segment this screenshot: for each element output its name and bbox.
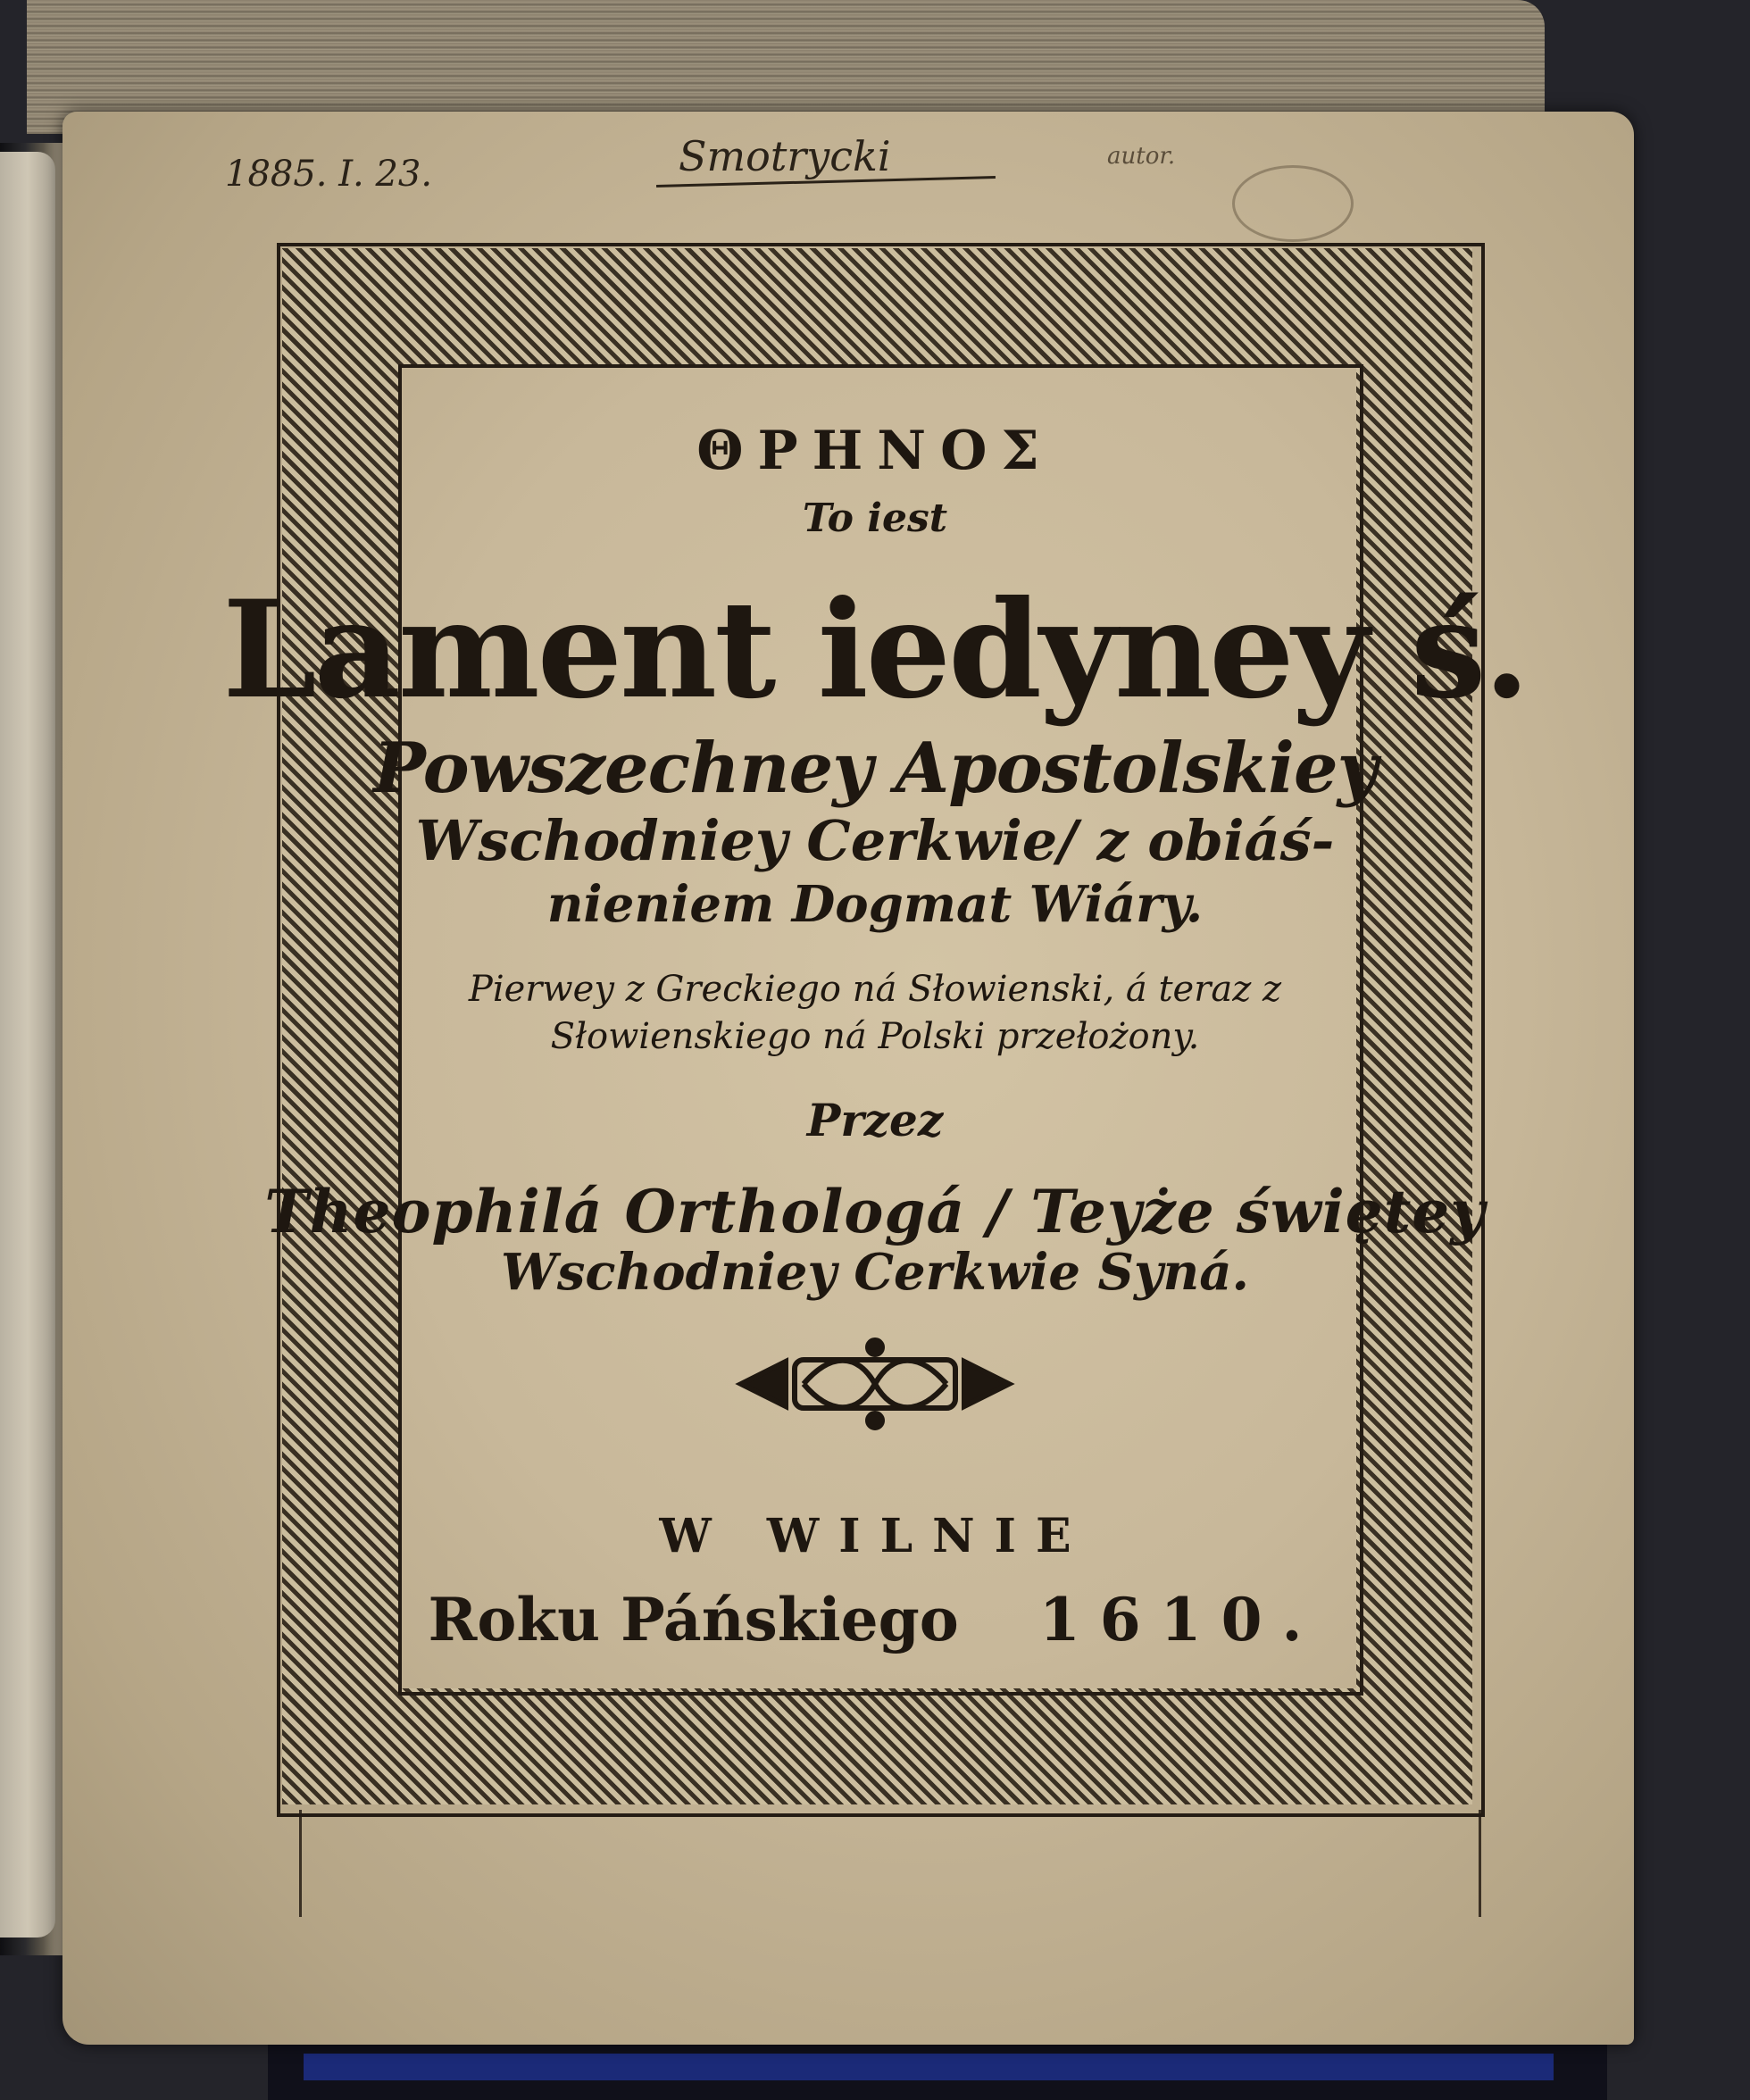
imprint-label: Roku Páńskiego [428,1585,959,1654]
by-line: Przez [806,1094,944,1146]
imprint-year: 1610. [1038,1585,1322,1654]
author-line-2: Wschodniey Cerkwie Syná. [501,1243,1249,1302]
translation-line-1: Pierwey z Greckiego ná Słowienski, á teraz z [468,969,1282,1010]
author-line-1: Theophilá Orthologá / Teyże świętey [264,1177,1486,1246]
author-note-annotation: autor. [1107,143,1176,170]
place-of-printing: W WILNIE [659,1509,1091,1563]
subtitle-line-2: Wschodniey Cerkwie/ z obiáś- [415,808,1335,873]
background-stripe [304,2054,1554,2080]
to-jest-line: To iest [802,496,948,541]
main-title: Lament iedyney ś. [222,571,1528,729]
greek-title: ΘΡΗΝΟΣ [696,420,1054,482]
printers-ornament-icon [732,1335,1018,1433]
subtitle-line-1: Powszechney Apostolskiey [373,728,1377,809]
accession-annotation: 1885. I. 23. [225,154,433,195]
frame-guide-lines [299,1810,1481,1917]
author-annotation: Smotrycki [679,132,891,180]
imprint-line [0,1585,1750,1654]
translation-line-2: Słowienskiego ná Polski przełożony. [550,1016,1200,1057]
pencil-circle-mark [1232,165,1354,242]
subtitle-line-3: nieniem Dogmat Wiáry. [546,875,1204,934]
